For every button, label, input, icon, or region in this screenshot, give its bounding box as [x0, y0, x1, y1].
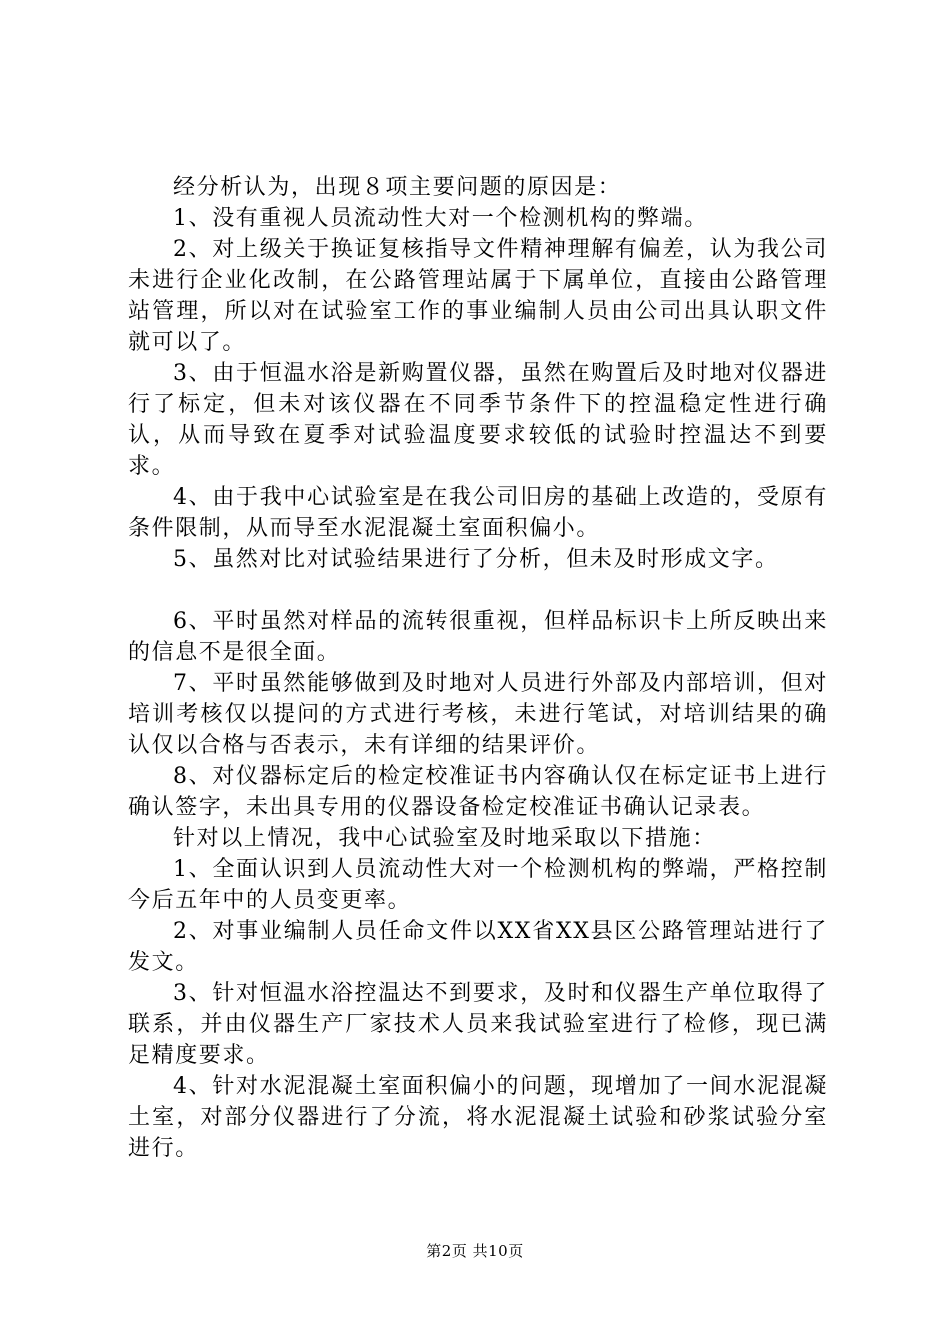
paragraph-cause-5: 5、虽然对比对试验结果进行了分析，但未及时形成文字。	[173, 547, 779, 572]
paragraph-measures-intro: 针对以上情况，我中心试验室及时地采取以下措施：	[173, 826, 716, 851]
document-body	[128, 172, 828, 1164]
paragraph-cause-8: 8、对仪器标定后的检定校准证书内容确认仅在标定证书上进行确认签字，未出具专用的仪器设备检定校准证书确认记录表。	[128, 764, 828, 820]
blank-line	[128, 575, 828, 606]
paragraph-measure-4: 4、针对水泥混凝土室面积偏小的问题，现增加了一间水泥混凝土室，对部分仪器进行了分流，将水泥混凝土试验和砂浆试验分室进行。	[128, 1074, 828, 1161]
page-number-footer: 第2页 共10页	[426, 1242, 524, 1260]
paragraph-cause-3: 3、由于恒温水浴是新购置仪器，虽然在购置后及时地对仪器进行了标定，但未对该仪器在不同季节条件下的控温稳定性进行确认，从而导致在夏季对试验温度要求较低的试验时控温达不到要求。	[128, 361, 828, 479]
paragraph-cause-6: 6、平时虽然对样品的流转很重视，但样品标识卡上所反映出来的信息不是很全面。	[128, 609, 828, 665]
paragraph-measure-3: 3、针对恒温水浴控温达不到要求，及时和仪器生产单位取得了联系，并由仪器生产厂家技术人员来我试验室进行了检修，现已满足精度要求。	[128, 981, 828, 1068]
paragraph-analysis-intro: 经分析认为，出现８项主要问题的原因是：	[173, 175, 622, 200]
paragraph-cause-1: 1、没有重视人员流动性大对一个检测机构的弊端。	[173, 206, 708, 231]
paragraph-cause-4: 4、由于我中心试验室是在我公司旧房的基础上改造的，受原有条件限制，从而导至水泥混凝土室面积偏小。	[128, 485, 828, 541]
paragraph-measure-2: 2、对事业编制人员任命文件以XX省XX县区公路管理站进行了发文。	[128, 919, 828, 975]
paragraph-cause-7: 7、平时虽然能够做到及时地对人员进行外部及内部培训，但对培训考核仅以提问的方式进行考核，未进行笔试，对培训结果的确认仅以合格与否表示，未有详细的结果评价。	[128, 671, 828, 758]
paragraph-measure-1: 1、全面认识到人员流动性大对一个检测机构的弊端，严格控制今后五年中的人员变更率。	[128, 857, 828, 913]
paragraph-cause-2: 2、对上级关于换证复核指导文件精神理解有偏差，认为我公司未进行企业化改制，在公路管理站属于下属单位，直接由公路管理站管理，所以对在试验室工作的事业编制人员由公司出具认职文件就可以了。	[128, 237, 828, 355]
